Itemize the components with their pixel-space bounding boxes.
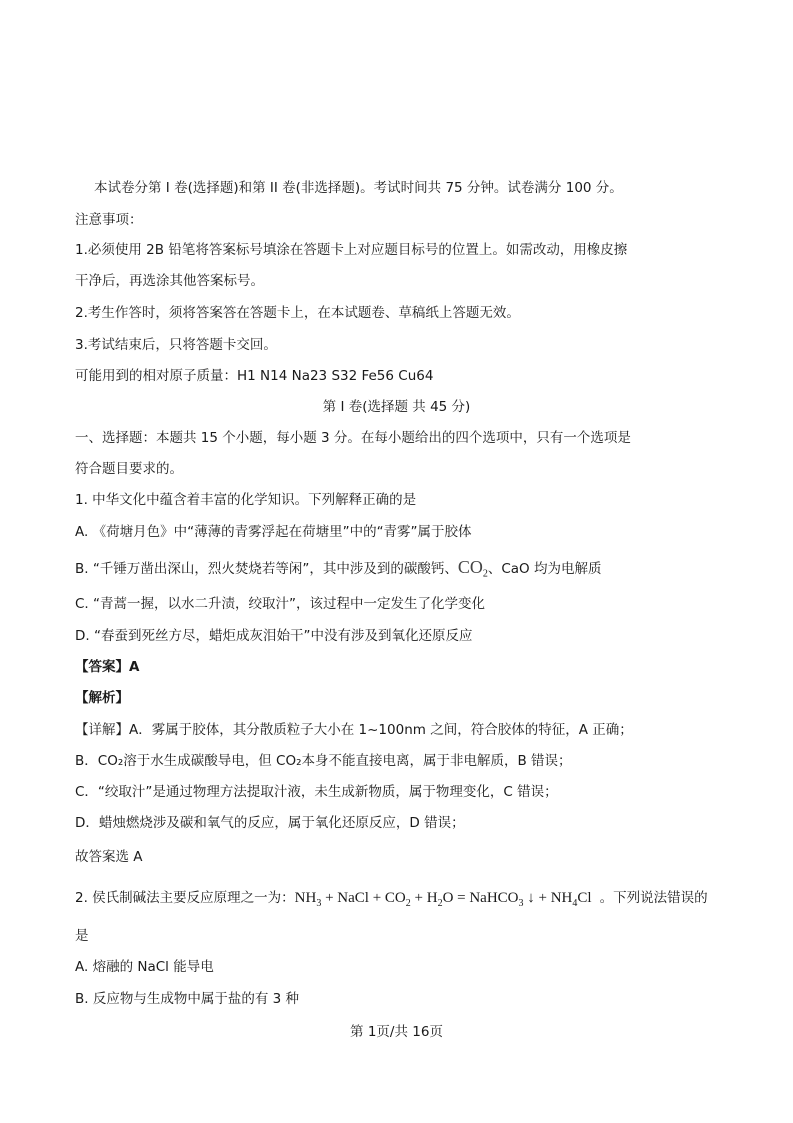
q1-detail-d: D．蜡烛燃烧涉及碳和氧气的反应，属于氧化还原反应，D 错误； <box>75 815 465 831</box>
q1-option-b-sub: 2 <box>482 568 488 580</box>
note-1: 1.必须使用 2B 铅笔将答案标号填涂在答题卡上对应题目标号的位置上。如需改动，用橡皮擦 <box>75 242 628 258</box>
section-instruction-1: 一、选择题：本题共 15 个小题，每小题 3 分。在每小题给出的四个选项中，只有一个选项是 <box>75 430 631 446</box>
q2-stem-pre: 2. 侯氏制碱法主要反应原理之一为： <box>75 890 295 906</box>
q1-option-a: A. 《荷塘月色》中“薄薄的青雾浮起在荷塘里”中的“青雾”属于胶体 <box>75 524 472 540</box>
q1-detail-a: 【详解】A．雾属于胶体，其分散质粒子大小在 1~100nm 之间，符合胶体的特征，A 正确； <box>75 722 633 738</box>
atomic-masses: 可能用到的相对原子质量：H1 N14 Na23 S32 Fe56 Cu64 <box>75 368 434 384</box>
q1-stem: 1. 中华文化中蕴含着丰富的化学知识。下列解释正确的是 <box>75 492 417 508</box>
q2-equation: $NH_3$ + NaCl + $CO_2 + H_2O$ = NaHCO$_3$ ↓ + $NH_4Cl$ <box>294 890 592 909</box>
notice-title: 注意事项： <box>75 212 143 228</box>
section-instruction-2: 符合题目要求的。 <box>75 461 183 477</box>
q1-option-b-post: 、CaO 均为电解质 <box>487 561 602 577</box>
note-2: 2.考生作答时，须将答案答在答题卡上，在本试题卷、草稿纸上答题无效。 <box>75 305 520 321</box>
note-1-cont: 干净后，再选涂其他答案标号。 <box>75 273 264 289</box>
q2-stem-post: 。下列说法错误的 <box>599 890 708 906</box>
page-footer: 第 1页/共 16页 <box>350 1024 443 1040</box>
q2-option-a: A. 熔融的 NaCl 能导电 <box>75 959 214 975</box>
exam-info: 本试卷分第 I 卷(选择题)和第 II 卷(非选择题)。考试时间共 75 分钟。试卷满分 100 分。 <box>94 180 623 196</box>
q2-option-b: B. 反应物与生成物中属于盐的有 3 种 <box>75 991 300 1007</box>
q1-option-c: C. “青蒿一握，以水二升渍，绞取汁”，该过程中一定发生了化学变化 <box>75 596 485 612</box>
section-title: 第 I 卷(选择题 共 45 分) <box>322 399 471 415</box>
q1-option-b-formula: CO <box>457 557 483 577</box>
q2-stem-line2: 是 <box>75 928 89 944</box>
q1-option-b-pre: B. “千锤万凿出深山，烈火焚烧若等闲”，其中涉及到的碳酸钙、 <box>75 561 458 577</box>
q1-answer: 【答案】A <box>75 659 140 675</box>
q1-detail-c: C．“绞取汁”是通过物理方法提取汁液，未生成新物质，属于物理变化，C 错误； <box>75 784 558 800</box>
q2-stem <box>75 888 708 914</box>
q1-analysis: 【解析】 <box>75 690 129 706</box>
note-3: 3.考试结束后，只将答题卡交回。 <box>75 337 277 353</box>
q1-detail-b: B．CO₂溶于水生成碳酸导电，但 CO₂本身不能直接电离，属于非电解质，B 错误； <box>75 753 572 769</box>
q1-conclusion: 故答案选 A <box>75 849 143 865</box>
q1-option-d: D. “春蚕到死丝方尽，蜡炬成灰泪始干”中没有涉及到氧化还原反应 <box>75 628 473 644</box>
q1-option-b <box>75 557 601 585</box>
